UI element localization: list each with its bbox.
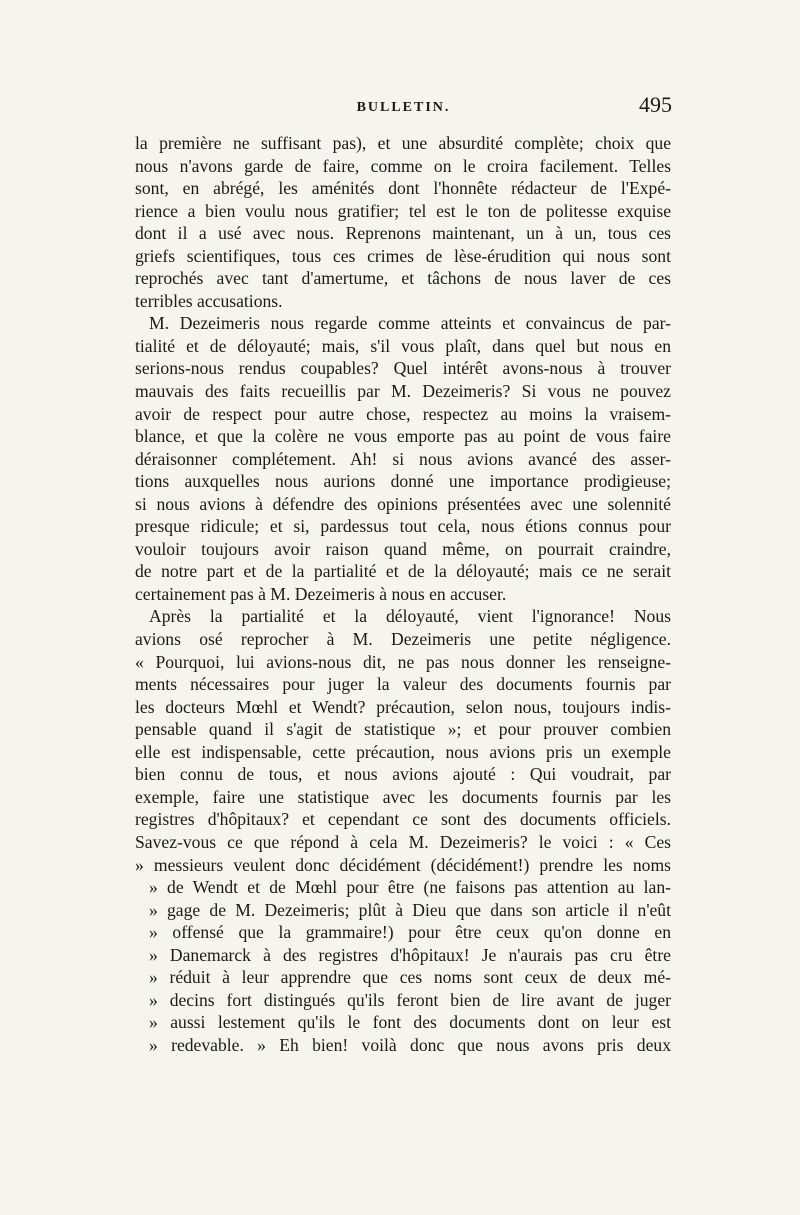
body-text [135, 132, 671, 1056]
text-line: tialité et de déloyauté; mais, s'il vous plaît, dans quel but nous en [135, 335, 671, 356]
text-line: avoir de respect pour autre chose, respectez au moins la vraisem- [135, 403, 671, 424]
text-line: sont, en abrégé, les aménités dont l'honnête rédacteur de l'Expé- [135, 178, 671, 199]
text-line: de notre part et de la partialité et de la déloyauté; mais ce ne serait [135, 561, 671, 582]
running-title: BULLETIN. [356, 100, 451, 115]
text-line: » redevable. » Eh bien! voilà donc que nous avons pris deux [149, 1034, 671, 1055]
text-line: mauvais des faits recueillis par M. Dezeimeris? Si vous ne pouvez [135, 381, 671, 402]
page-number: 495 [639, 92, 672, 117]
text-line: » decins fort distingués qu'ils feront bien de lire avant de juger [149, 989, 671, 1010]
text-line: pensable quand il s'agit de statistique »; et pour prouver combien [135, 719, 671, 740]
text-line: griefs scientifiques, tous ces crimes de lèse-érudition qui nous sont [135, 245, 671, 266]
text-line: blance, et que la colère ne vous emporte pas au point de vous faire [135, 426, 671, 447]
text-line: « Pourquoi, lui avions-nous dit, ne pas nous donner les renseigne- [135, 651, 671, 672]
text-line: Après la partialité et la déloyauté, vient l'ignorance! Nous [149, 606, 671, 627]
text-line: tions auxquelles nous aurions donné une importance prodigieuse; [135, 471, 671, 492]
text-line: » messieurs veulent donc décidément (décidément!) prendre les noms [135, 854, 671, 875]
text-line: si nous avions à défendre des opinions présentées avec une solennité [135, 493, 671, 514]
text-line: la première ne suffisant pas), et une absurdité complète; choix que [135, 133, 671, 153]
text-line: terribles accusations. [135, 290, 283, 311]
text-line: » offensé que la grammaire!) pour être ceux qu'on donne en [149, 922, 671, 943]
text-line: elle est indispensable, cette précaution, nous avions pris un exemple [135, 741, 671, 762]
text-line: déraisonner complétement. Ah! si nous avions avancé des asser- [135, 448, 671, 469]
text-line: vouloir toujours avoir raison quand même, on pourrait craindre, [135, 538, 671, 559]
text-line: ments nécessaires pour juger la valeur des documents fournis par [135, 674, 671, 695]
text-line: Savez-vous ce que répond à cela M. Dezeimeris? le voici : « Ces [135, 831, 671, 852]
text-line: » aussi lestement qu'ils le font des documents dont on leur est [149, 1012, 671, 1033]
text-line: bien connu de tous, et nous avions ajouté : Qui voudrait, par [135, 764, 671, 785]
running-head [135, 92, 672, 122]
text-line: certainement pas à M. Dezeimeris à nous en accuser. [135, 583, 507, 604]
text-line: » de Wendt et de Mœhl pour être (ne faisons pas attention au lan- [149, 877, 671, 898]
text-line: avions osé reprocher à M. Dezeimeris une petite négligence. [135, 629, 671, 650]
text-line: » Danemarck à des registres d'hôpitaux! Je n'aurais pas cru être [149, 944, 671, 965]
text-line: » gage de M. Dezeimeris; plût à Dieu que dans son article il n'eût [149, 899, 671, 920]
text-line: rience a bien voulu nous gratifier; tel est le ton de politesse exquise [135, 200, 671, 221]
text-line: M. Dezeimeris nous regarde comme atteints et convaincus de par- [149, 313, 671, 334]
text-line: presque ridicule; et si, pardessus tout cela, nous étions connus pour [135, 516, 671, 537]
text-line: dont il a usé avec nous. Reprenons maintenant, un à un, tous ces [135, 223, 671, 244]
text-line: registres d'hôpitaux? et cependant ce sont des documents officiels. [135, 809, 671, 830]
text-line: serions-nous rendus coupables? Quel intérêt avons-nous à trouver [135, 358, 671, 379]
text-line: les docteurs Mœhl et Wendt? précaution, selon nous, toujours indis- [135, 696, 671, 717]
text-line: nous n'avons garde de faire, comme on le croira facilement. Telles [135, 155, 671, 176]
text-line: exemple, faire une statistique avec les documents fournis par les [135, 786, 671, 807]
text-line: » réduit à leur apprendre que ces noms sont ceux de deux mé- [149, 967, 671, 988]
text-line: reprochés avec tant d'amertume, et tâchons de nous laver de ces [135, 268, 671, 289]
